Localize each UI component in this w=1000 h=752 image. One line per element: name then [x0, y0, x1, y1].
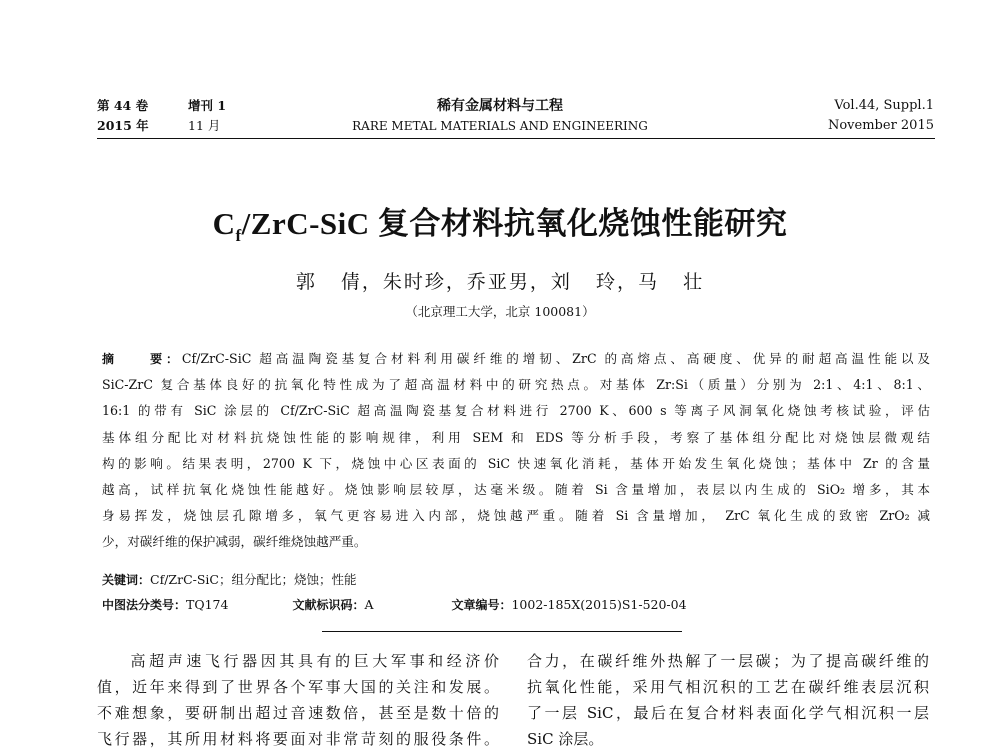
body-line: 高超声速飞行器因其具有的巨大军事和经济价	[97, 652, 499, 670]
body-column-right	[527, 648, 929, 752]
section-divider	[322, 631, 682, 632]
classification-line	[102, 596, 930, 613]
keywords-text: Cf/ZrC-SiC；组分配比；烧蚀；性能	[150, 572, 357, 587]
doc-code-value: A	[364, 597, 374, 612]
article-number-value: 1002-185X(2015)S1-520-04	[511, 597, 687, 612]
body-column-left	[97, 648, 499, 752]
date-en: November 2015	[827, 118, 934, 133]
abstract-line: 基体组分配比对材料抗烧蚀性能的影响规律，利用 SEM 和 EDS 等分析手段，考察了基体组分配比对烧蚀层微观结	[102, 429, 930, 445]
issue-cn: 增刊 1	[188, 98, 227, 113]
body-line: 飞行器，其所用材料将要面对非常苛刻的服役条件。	[97, 730, 499, 748]
abstract-line: 16:1 的带有 SiC 涂层的 Cf/ZrC-SiC 超高温陶瓷基复合材料进行 2700 K、600 s 等离子风洞氧化烧蚀考核试验，评估	[102, 403, 930, 419]
title-rest: /ZrC-SiC 复合材料抗氧化烧蚀性能研究	[241, 206, 788, 241]
header-rule	[97, 138, 935, 139]
abstract-line: 构的影响。结果表明，2700 K 下，烧蚀中心区表面的 SiC 快速氧化消耗，基体开始发生氧化烧蚀；基体中 Zr 的含量	[102, 455, 930, 471]
abstract-line: 摘 要：Cf/ZrC-SiC 超高温陶瓷基复合材料利用碳纤维的增韧、ZrC 的高熔点、高硬度、优异的耐超高温性能以及	[102, 351, 930, 366]
abstract-line: SiC-ZrC 复合基体良好的抗氧化特性成为了超高温材料中的研究热点。对基体 Zr:Si（质量）分别为 2:1、4:1、8:1、	[102, 377, 930, 393]
abstract-block	[102, 346, 930, 556]
year-cn: 2015 年	[97, 118, 149, 133]
volume-en: Vol.44, Suppl.1	[834, 98, 934, 113]
body-line: SiC 涂层。	[527, 730, 604, 748]
abstract-line: 越高，试样抗氧化烧蚀性能越好。烧蚀影响层较厚，达毫米级。随着 Si 含量增加，表层以内生成的 SiO₂ 增多，其本	[102, 481, 930, 497]
doc-code-label: 文献标识码：	[292, 598, 365, 612]
body-line: 了一层 SiC，最后在复合材料表面化学气相沉积一层	[527, 704, 929, 722]
body-line: 合力，在碳纤维外热解了一层碳；为了提高碳纤维的	[527, 652, 929, 670]
volume-cn: 第 44 卷	[97, 98, 149, 113]
journal-title-en: RARE METAL MATERIALS AND ENGINEERING	[352, 119, 648, 133]
month-cn: 11 月	[188, 118, 221, 133]
title-prefix: C	[212, 206, 236, 241]
paper-title	[0, 198, 1000, 246]
title-subscript: f	[235, 226, 242, 246]
article-number-label: 文章编号：	[451, 598, 512, 612]
body-line: 值，近年来得到了世界各个军事大国的关注和发展。	[97, 678, 499, 696]
body-line: 抗氧化性能，采用气相沉积的工艺在碳纤维表层沉积	[527, 678, 929, 696]
affiliation: （北京理工大学，北京 100081）	[405, 304, 595, 319]
keywords-line	[102, 570, 357, 588]
clc-value: TQ174	[186, 597, 229, 612]
keywords-label: 关键词：	[102, 573, 151, 587]
journal-title-cn: 稀有金属材料与工程	[437, 98, 563, 114]
body-line: 不难想象，要研制出超过音速数倍，甚至是数十倍的	[97, 704, 499, 722]
abstract-label: 摘 要：	[102, 352, 182, 366]
abstract-line: 身易挥发，烧蚀层孔隙增多，氧气更容易进入内部，烧蚀越严重。随着 Si 含量增加， ZrC 氧化生成的致密 ZrO₂ 减	[102, 508, 930, 524]
abstract-line: 少，对碳纤维的保护减弱，碳纤维烧蚀越严重。	[102, 534, 367, 550]
author-list: 郭 倩，朱时珍，乔亚男，刘 玲，马 壮	[295, 271, 705, 293]
clc-label: 中图法分类号：	[102, 598, 187, 612]
